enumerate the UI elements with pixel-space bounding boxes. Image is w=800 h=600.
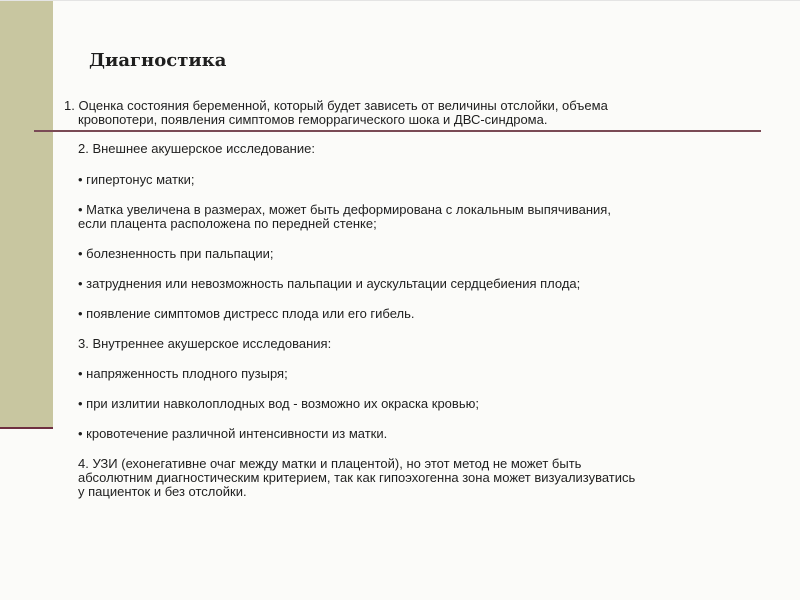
section-2-bullet: • болезненность при пальпации; bbox=[78, 246, 274, 261]
section-2-bullet: • Матка увеличена в размерах, может быть деформирована с локальным выпячивания, bbox=[78, 202, 611, 217]
item-1-line-2: кровопотери, появления симптомов геморрагического шока и ДВС-синдрома. bbox=[78, 112, 548, 127]
decorative-side-band bbox=[0, 1, 53, 427]
section-2-bullet: • затруднения или невозможность пальпации и аускультации сердцебиения плода; bbox=[78, 276, 581, 291]
section-3-bullet: • при излитии навколоплодных вод - возможно их окраска кровью; bbox=[78, 396, 479, 411]
section-2-bullet: • гипертонус матки; bbox=[78, 172, 195, 187]
section-3-bullet: • кровотечение различной интенсивности из матки. bbox=[78, 426, 388, 441]
section-3-heading: 3. Внутреннее акушерское исследования: bbox=[78, 336, 332, 351]
section-2-heading: 2. Внешнее акушерское исследование: bbox=[78, 141, 315, 156]
section-2-bullet-continuation: если плацента расположена по передней стенке; bbox=[78, 216, 377, 231]
item-4-line: у пациенток и без отслойки. bbox=[78, 484, 247, 499]
decorative-side-band-underline bbox=[0, 427, 53, 429]
divider-rule bbox=[34, 130, 761, 132]
item-4-line: абсолютним диагностическим критерием, так как гипоэхогенна зона может визуализуватись bbox=[78, 470, 636, 485]
item-4-line: 4. УЗИ (ехонегативне очаг между матки и плацентой), но этот метод не может быть bbox=[78, 456, 582, 471]
section-2-bullet: • появление симптомов дистресс плода или его гибель. bbox=[78, 306, 415, 321]
slide-title: Диагностика bbox=[89, 50, 227, 71]
item-1-line-1: 1. Оценка состояния беременной, который будет зависеть от величины отслойки, объема bbox=[64, 98, 608, 113]
section-3-bullet: • напряженность плодного пузыря; bbox=[78, 366, 288, 381]
